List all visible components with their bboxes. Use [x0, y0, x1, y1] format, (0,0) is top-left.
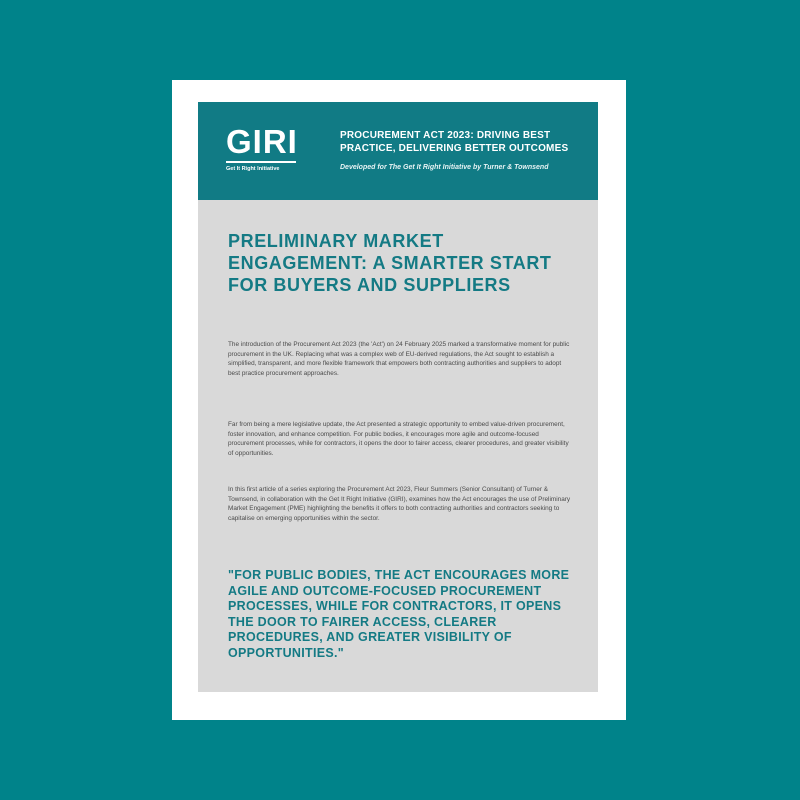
logo-tagline: Get It Right Initiative: [226, 166, 280, 172]
article-paragraph-3: In this first article of a series exploring the Procurement Act 2023, Fleur Summers (Senior Consultant) of Turner & Townsend, in collaboration with the Get It Right Initiative (GIRI), examines how the Act encourages the use of Preliminary Market Engagement (PME) highlighting the benefits it offers to both contracting authorities and contractors seeking to capitalise on emerging opportunities within the sector.: [228, 486, 571, 522]
pull-quote: "FOR PUBLIC BODIES, THE ACT ENCOURAGES MORE AGILE AND OUTCOME-FOCUSED PROCUREMENT PROCESSES, WHILE FOR CONTRACTORS, IT OPENS THE DOOR TO FAIRER ACCESS, CLEARER PROCEDURES, AND GREATER VISIBILITY OF OPPORTUNITIES.": [228, 568, 570, 660]
header-title: PROCUREMENT ACT 2023: DRIVING BEST PRACTICE, DELIVERING BETTER OUTCOMES: [340, 130, 569, 154]
article-paragraph-2: Far from being a mere legislative update, the Act presented a strategic opportunity to embed value-driven procurement, foster innovation, and enhance competition. For public bodies, it encourages more agile and outcome-focused procurement processes, while for contractors, it opens the door to fairer access, clearer procedures, and greater visibility of opportunities.: [228, 421, 569, 457]
logo-wordmark: GIRI: [226, 123, 298, 160]
giri-logo: [226, 125, 300, 172]
logo-underline: [226, 161, 296, 163]
article-headline: PRELIMINARY MARKET ENGAGEMENT: A SMARTER START FOR BUYERS AND SUPPLIERS: [228, 231, 552, 295]
document-page: [172, 80, 626, 720]
document-header: [198, 102, 598, 200]
article-paragraph-1: The introduction of the Procurement Act 2023 (the 'Act') on 24 February 2025 marked a transformative moment for public procurement in the UK. Replacing what was a complex web of EU-derived regulations, the Act sought to establish a simplified, transparent, and more flexible framework that empowers both contracting authorities and suppliers to adopt best practice procurement approaches.: [228, 341, 570, 377]
article-body: [198, 200, 598, 692]
header-subtitle: Developed for The Get It Right Initiative by Turner & Townsend: [340, 164, 549, 171]
